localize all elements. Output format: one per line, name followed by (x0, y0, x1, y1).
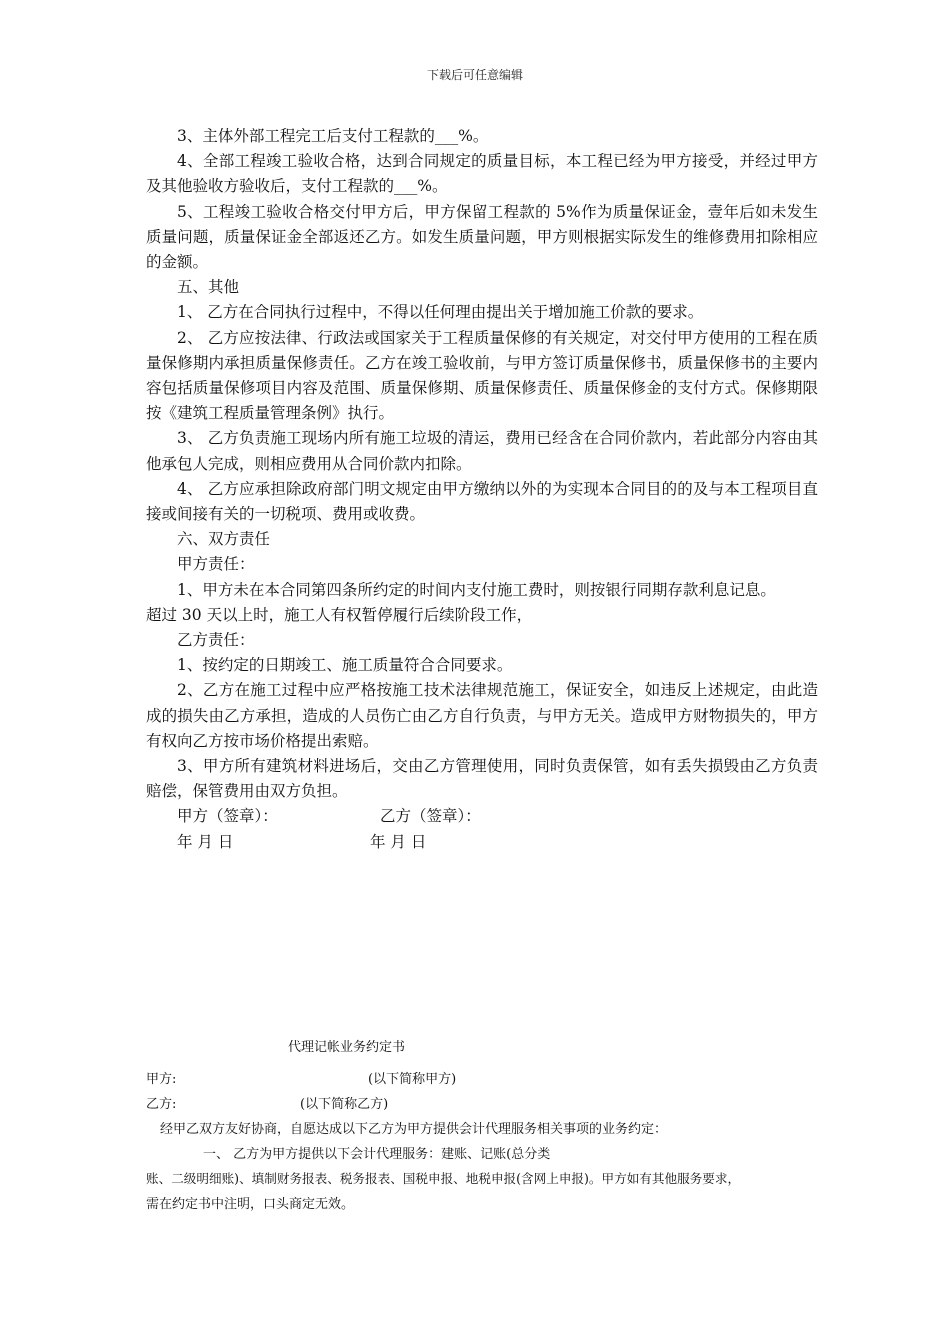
paragraph: 1、 乙方在合同执行过程中，不得以任何理由提出关于增加施工价款的要求。 (177, 303, 704, 322)
party-a-signature: 甲方（签章）： (177, 807, 278, 826)
paragraph: 2、 乙方应按法律、行政法或国家关于工程质量保修的有关规定，对交付甲方使用的工程在质量保修期内承担质量保修责任。乙方在竣工验收前，与甲方签订质量保修书，质量保修书的主要内容包括质量保修项目内容及范围、质量保修期、质量保修责任、质量保修金的支付方式。保修期限按《建筑工程质量管理条例》执行。 (146, 328, 818, 423)
party-b-date: 年 月 日 (370, 832, 427, 851)
paragraph: 1、甲方未在本合同第四条所约定的时间内支付施工费时，则按银行同期存款利息记息。 (177, 580, 776, 599)
party-b-label: 乙方: (146, 1097, 177, 1112)
agreement-intro: 经甲乙双方友好协商，自愿达成以下乙方为甲方提供会计代理服务相关事项的业务约定： (160, 1122, 668, 1137)
paragraph: 4、 乙方应承担除政府部门明文规定由甲方缴纳以外的为实现本合同目的的及与本工程项目直接或间接有关的一切税项、费用或收费。 (146, 479, 818, 524)
paragraph: 3、 乙方负责施工现场内所有施工垃圾的清运，费用已经含在合同价款内，若此部分内容由其他承包人完成，则相应费用从合同价款内扣除。 (146, 429, 818, 473)
party-a-note: (以下简称甲方) (368, 1072, 457, 1087)
signature-row (146, 804, 818, 829)
paragraph: 2、乙方在施工过程中应严格按施工技术法律规范施工，保证安全，如违反上述规定，由此造成的损失由乙方承担，造成的人员伤亡由乙方自行负责，与甲方无关。造成甲方财物损失的，甲方有权向乙方按市场价格提出索赔。 (146, 681, 818, 750)
party-a-label: 甲方: (146, 1072, 177, 1087)
agreement-item-1: 一、 乙方为甲方提供以下会计代理服务：建账、记账(总分类 (203, 1147, 551, 1162)
paragraph: 超过 30 天以上时，施工人有权暂停履行后续阶段工作， (146, 605, 533, 624)
subheading: 乙方责任： (177, 631, 255, 650)
contract-section (146, 124, 818, 855)
party-b-note: (以下简称乙方) (300, 1097, 389, 1112)
paragraph: 3、主体外部工程完工后支付工程款的___%。 (177, 127, 489, 145)
date-row (146, 830, 818, 855)
paragraph: 5、工程竣工验收合格交付甲方后，甲方保留工程款的 5%作为质量保证金，壹年后如未发生质量问题，质量保证金全部返还乙方。如发生质量问题，甲方则根据实际发生的维修费用扣除相应的金额。 (146, 202, 818, 272)
party-a-date: 年 月 日 (177, 832, 234, 851)
paragraph: 3、甲方所有建筑材料进场后，交由乙方管理使用，同时负责保管，如有丢失损毁由乙方负责赔偿，保管费用由双方负担。 (146, 757, 818, 801)
section-heading: 五、其他 (177, 278, 240, 297)
subheading: 甲方责任： (177, 555, 255, 574)
party-b-signature: 乙方（签章）： (380, 807, 481, 826)
page-header: 下载后可任意编辑 (426, 68, 523, 82)
agreement-title: 代理记帐业务约定书 (288, 1040, 406, 1055)
paragraph: 1、按约定的日期竣工、施工质量符合合同要求。 (177, 656, 513, 675)
section-heading: 六、双方责任 (177, 530, 271, 549)
agreement-item-1-cont: 账、二级明细账)、填制财务报表、税务报表、国税申报、地税申报(含网上申报)。甲方如有其他服务要求， (146, 1171, 741, 1186)
agreement-item-1-cont: 需在约定书中注明，口头商定无效。 (146, 1197, 355, 1212)
paragraph: 4、全部工程竣工验收合格，达到合同规定的质量目标，本工程已经为甲方接受，并经过甲方及其他验收方验收后，支付工程款的___%。 (146, 152, 818, 196)
